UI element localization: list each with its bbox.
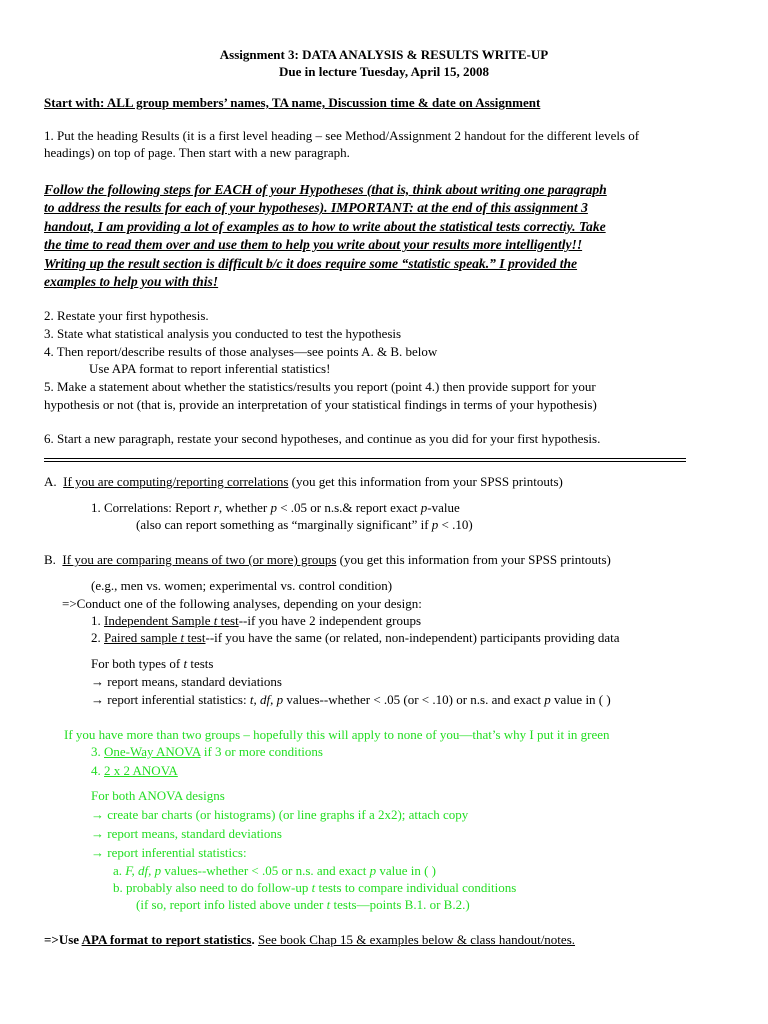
anova-sub-item-b: b. probably also need to do follow-up t tests to compare individual conditions <box>113 880 517 895</box>
correlations-item <box>91 500 460 516</box>
anova-sub-item-a: a. F, df, p values--whether < .05 or n.s. and exact p value in ( ) <box>113 863 436 878</box>
instructions-line-4: the time to read them over and use them to help you write about your results more intelligently!! <box>44 237 583 252</box>
correlations-note <box>136 517 473 533</box>
t-arrow-item-2: → report inferential statistics: t, df, p values--whether < .05 (or < .10) or n.s. and exact p value in ( ) <box>91 692 611 707</box>
step-2: 2. Restate your first hypothesis. <box>44 308 209 323</box>
green-intro: If you have more than two groups – hopefully this will apply to none of you—that’s why I put it in green <box>64 727 610 742</box>
one-way-anova-item: 3. One-Way ANOVA if 3 or more conditions <box>91 744 323 759</box>
section-b-label: B. <box>44 552 56 567</box>
instructions-line-2: to address the results for each of your hypotheses). IMPORTANT: at the end of this assignment 3 <box>44 200 588 215</box>
arrow-icon: → <box>91 674 104 689</box>
correlations-text-2: , whether <box>218 500 271 515</box>
anova-both-label: For both ANOVA designs <box>91 788 225 803</box>
correlations-text: 1. Correlations: Report <box>91 500 214 515</box>
correlations-text-4: -value <box>427 500 460 515</box>
due-date: Due in lecture Tuesday, April 15, 2008 <box>279 64 489 79</box>
independent-t-test-item <box>91 613 421 629</box>
apa-format-label: APA format to report statistics <box>81 932 252 947</box>
instructions-line-3: handout, I am providing a lot of examples as to how to write about the statistical tests correctiy. Take <box>44 219 606 234</box>
arrow-icon: → <box>91 845 104 860</box>
step-6: 6. Start a new paragraph, restate your second hypotheses, and continue as you did for your first hypothesis. <box>44 431 601 446</box>
step-4-note: Use APA format to report inferential statistics! <box>89 361 331 376</box>
correlations-text-3: < .05 or n.s.& report exact <box>276 500 421 515</box>
section-a-title: If you are computing/reporting correlations <box>63 474 289 489</box>
anova-arrow-item-1: → create bar charts (or histograms) (or line graphs if a 2x2); attach copy <box>91 807 469 822</box>
step-3: 3. State what statistical analysis you conducted to test the hypothesis <box>44 326 402 341</box>
anova-arrow-item-2: → report means, standard deviations <box>91 826 282 841</box>
step-1-line-2: headings) on top of page. Then start with a new paragraph. <box>44 145 350 160</box>
step-5-line-1: 5. Make a statement about whether the statistics/results you report (point 4.) then provide support for your <box>44 379 596 394</box>
section-a-heading <box>44 474 563 490</box>
step-5-line-2: hypothesis or not (that is, provide an interpretation of your statistical findings in terms of your hypothesis) <box>44 397 597 412</box>
independent-t-test-label: Independent Sample t test <box>104 613 239 628</box>
t-arrow-item-1: → report means, standard deviations <box>91 674 282 689</box>
p-symbol: p <box>270 500 277 515</box>
step-4: 4. Then report/describe results of those analyses—see points A. & B. below <box>44 344 438 359</box>
apa-format-line: =>Use APA format to report statistics. See book Chap 15 & examples below & class handout/notes. <box>44 932 576 947</box>
p-symbol-3: p <box>431 517 439 532</box>
anova-arrow-item-3: → report inferential statistics: <box>91 845 247 860</box>
section-a-label: A. <box>44 474 57 489</box>
section-b-tail: (you get this information from your SPSS printouts) <box>336 552 611 567</box>
p-symbol-2: p <box>420 500 428 515</box>
item-number: 2. <box>91 630 104 645</box>
instructions-line-6: examples to help you with this! <box>44 274 219 289</box>
section-b-title: If you are comparing means of two (or more) groups <box>62 552 337 567</box>
note-text-2: < .10) <box>438 517 473 532</box>
instructions-line-1: Follow the following steps for EACH of your Hypotheses (that is, think about writing one paragraph <box>44 182 607 197</box>
item-tail: --if you have 2 independent groups <box>238 613 421 628</box>
paired-t-test-item <box>91 630 620 646</box>
section-b-conduct: =>Conduct one of the following analyses, depending on your design: <box>62 596 422 611</box>
section-b-example: (e.g., men vs. women; experimental vs. control condition) <box>91 578 393 593</box>
start-with-line: Start with: ALL group members’ names, TA name, Discussion time & date on Assignment <box>44 95 541 110</box>
r-symbol: r <box>213 500 219 515</box>
divider-rule-top <box>44 458 686 459</box>
item-number: 1. <box>91 613 104 628</box>
item-tail: --if you have the same (or related, non-independent) participants providing data <box>205 630 620 645</box>
two-by-two-anova-item: 4. 2 x 2 ANOVA <box>91 763 178 778</box>
arrow-icon: → <box>91 807 104 822</box>
divider-rule-bottom <box>44 461 686 462</box>
arrow-icon: → <box>91 692 104 707</box>
both-t-tests-label: For both types of t tests <box>91 656 214 671</box>
paired-t-test-label: Paired sample t test <box>104 630 206 645</box>
note-text: (also can report something as “marginally significant” if <box>136 517 432 532</box>
one-way-anova-label: One-Way ANOVA <box>104 744 201 759</box>
step-1-line-1: 1. Put the heading Results (it is a first level heading – see Method/Assignment 2 handout for the different levels of <box>44 128 640 143</box>
instructions-line-5: Writing up the result section is difficult b/c it does require some “statistic speak.” I provided the <box>44 256 578 271</box>
section-b-heading <box>44 552 611 568</box>
arrow-icon: → <box>91 826 104 841</box>
anova-sub-item-b-note: (if so, report info listed above under t tests—points B.1. or B.2.) <box>136 897 470 912</box>
section-a-tail: (you get this information from your SPSS printouts) <box>288 474 563 489</box>
page-title: Assignment 3: DATA ANALYSIS & RESULTS WRITE-UP <box>219 47 549 62</box>
two-by-two-anova-label: 2 x 2 ANOVA <box>104 763 178 778</box>
see-book-note: See book Chap 15 & examples below & class handout/notes. <box>258 932 576 947</box>
